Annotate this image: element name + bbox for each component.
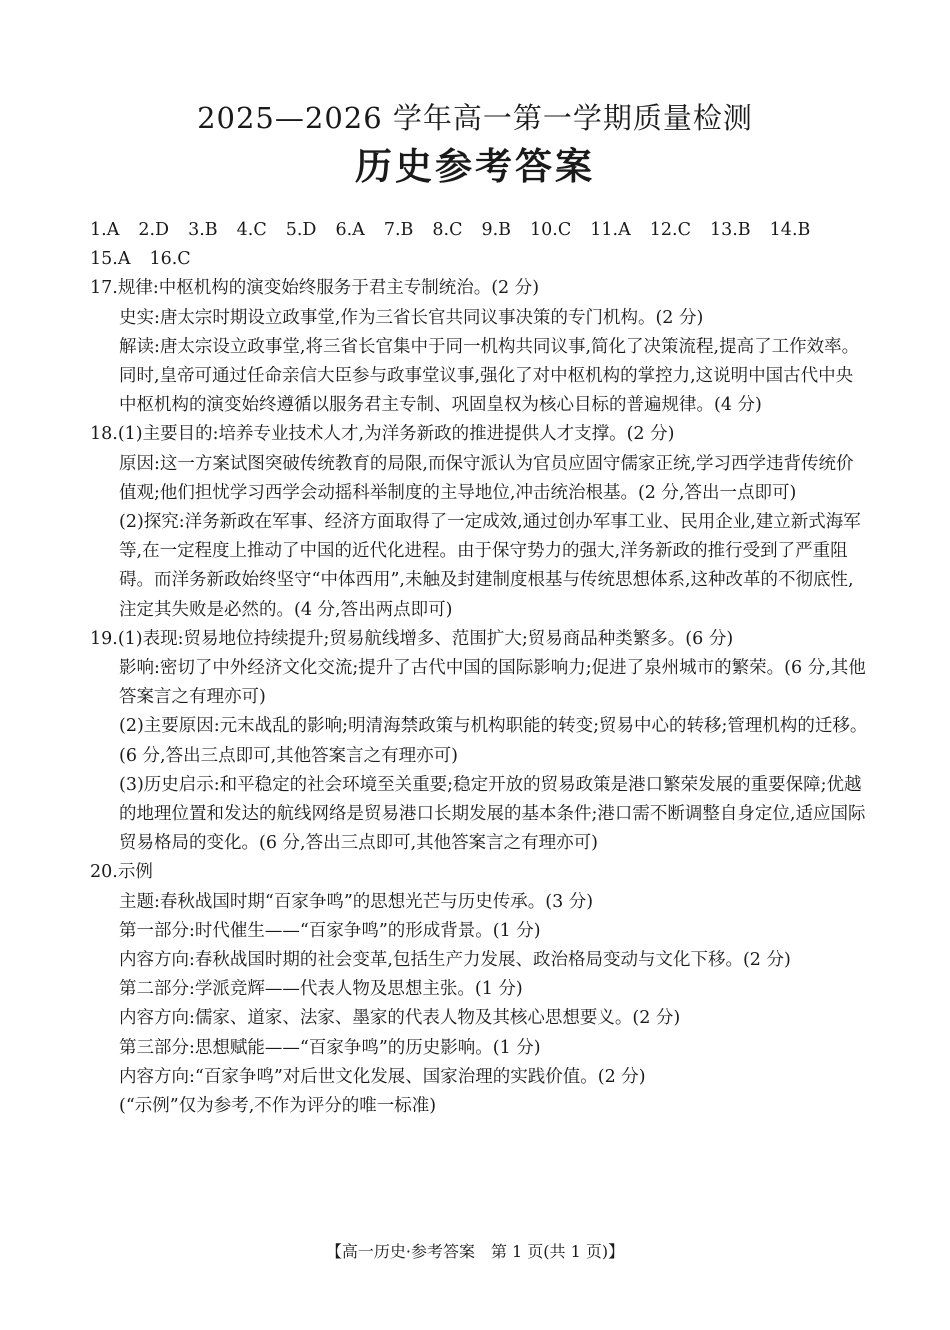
question-20-section: 第一部分:时代催生——“百家争鸣”的形成背景。(1 分) — [119, 920, 541, 941]
question-20-label: 20.示例 — [90, 862, 153, 883]
question-18 — [90, 420, 870, 624]
question-17 — [90, 274, 870, 420]
question-20-content: 内容方向:儒家、道家、法家、墨家的代表人物及其核心思想要义。(2 分) — [119, 1008, 681, 1029]
choice-answer: 3.B — [188, 220, 218, 240]
question-20-section: 第二部分:学派竞辉——代表人物及思想主张。(1 分) — [119, 979, 523, 1000]
question-20-theme: 主题:春秋战国时期“百家争鸣”的思想光芒与历史传承。(3 分) — [119, 891, 594, 912]
answer-content — [90, 216, 870, 1121]
question-19 — [90, 625, 870, 859]
page-title: 历史参考答案 — [355, 144, 595, 188]
choice-answer: 7.B — [383, 220, 414, 240]
question-19-impact: 影响:密切了中外经济文化交流;提升了古代中国的国际影响力;促进了泉州城市的繁荣。(6 分,其他答案言之有理亦可) — [119, 658, 866, 708]
choice-answer: 8.C — [432, 220, 463, 240]
question-18-part2: (2)探究:洋务新政在军事、经济方面取得了一定成效,通过创办军事工业、民用企业,建立新式海军等,在一定程度上推动了中国的近代化进程。由于保守势力的强大,洋务新政的推行受到了严重阻碍。而洋务新政始终坚守“中体西用”,未触及封建制度根基与传统思想体系,这种改革的不彻底性,注定其失败是必然的。(4 分,答出两点即可) — [119, 512, 861, 620]
page-footer: 【高一历史·参考答案 第 1 页(共 1 页)】 — [325, 1242, 625, 1261]
choice-answer: 5.D — [285, 220, 317, 240]
question-20-note: (“示例”仅为参考,不作为评分的唯一标准) — [119, 1096, 437, 1117]
question-20-section: 第三部分:思想赋能——“百家争鸣”的历史影响。(1 分) — [119, 1037, 541, 1058]
question-17-interpretation: 解读:唐太宗设立政事堂,将三省长官集中于同一机构共同议事,简化了决策流程,提高了工作效率。同时,皇帝可通过任命亲信大臣参与政事堂议事,强化了对中枢机构的掌控力,这说明中国古代中央中枢机构的演变始终遵循以服务君主专制、巩固皇权为核心目标的普遍规律。(4 分) — [119, 336, 860, 416]
choice-answer: 6.A — [335, 220, 365, 240]
question-19-part2: (2)主要原因:元末战乱的影响;明清海禁政策与机构职能的转变;贸易中心的转移;管理机构的迁移。(6 分,答出三点即可,其他答案言之有理亦可) — [119, 716, 868, 766]
question-18-part1: 18.(1)主要目的:培养专业技术人才,为洋务新政的推进提供人才支撑。(2 分) — [90, 424, 675, 445]
question-20-content: 内容方向:春秋战国时期的社会变革,包括生产力发展、政治格局变动与文化下移。(2 分) — [119, 950, 791, 971]
choice-answer: 9.B — [481, 220, 512, 240]
question-17-fact: 史实:唐太宗时期设立政事堂,作为三省长官共同议事决策的专门机构。(2 分) — [119, 307, 704, 328]
choice-answer: 10.C — [530, 220, 572, 240]
question-20-content: 内容方向:“百家争鸣”对后世文化发展、国家治理的实践价值。(2 分) — [119, 1066, 646, 1087]
question-17-rule: 17.规律:中枢机构的演变始终服务于君主专制统治。(2 分) — [90, 278, 540, 299]
choice-answer: 14.B — [769, 220, 811, 240]
question-19-part3: (3)历史启示:和平稳定的社会环境至关重要;稳定开放的贸易政策是港口繁荣发展的重要保障;优越的地理位置和发达的航线网络是贸易港口长期发展的基本条件;港口需不断调整自身定位,适应国际贸易格局的变化。(6 分,答出三点即可,其他答案言之有理亦可) — [119, 774, 866, 854]
choice-answer: 15.A — [90, 249, 131, 270]
choice-answer: 11.A — [590, 220, 631, 240]
choice-answer: 2.D — [138, 220, 170, 240]
choice-answer: 13.B — [709, 220, 751, 240]
question-18-reason: 原因:这一方案试图突破传统教育的局限,而保守派认为官员应固守儒家正统,学习西学违背传统价值观;他们担忧学习西学会动摇科举制度的主导地位,冲击统治根基。(2 分,答出一点即可) — [119, 453, 854, 503]
choice-answer: 16.C — [149, 249, 191, 270]
exam-title: 2025—2026 学年高一第一学期质量检测 — [197, 101, 753, 135]
question-20 — [90, 858, 870, 1121]
choice-answer: 4.C — [236, 220, 267, 240]
question-19-part1: 19.(1)表现:贸易地位持续提升;贸易航线增多、范围扩大;贸易商品种类繁多。(6 分) — [90, 628, 734, 649]
choice-answer: 1.A — [90, 220, 120, 240]
choice-answer: 12.C — [649, 220, 691, 240]
choice-answers — [90, 216, 870, 274]
